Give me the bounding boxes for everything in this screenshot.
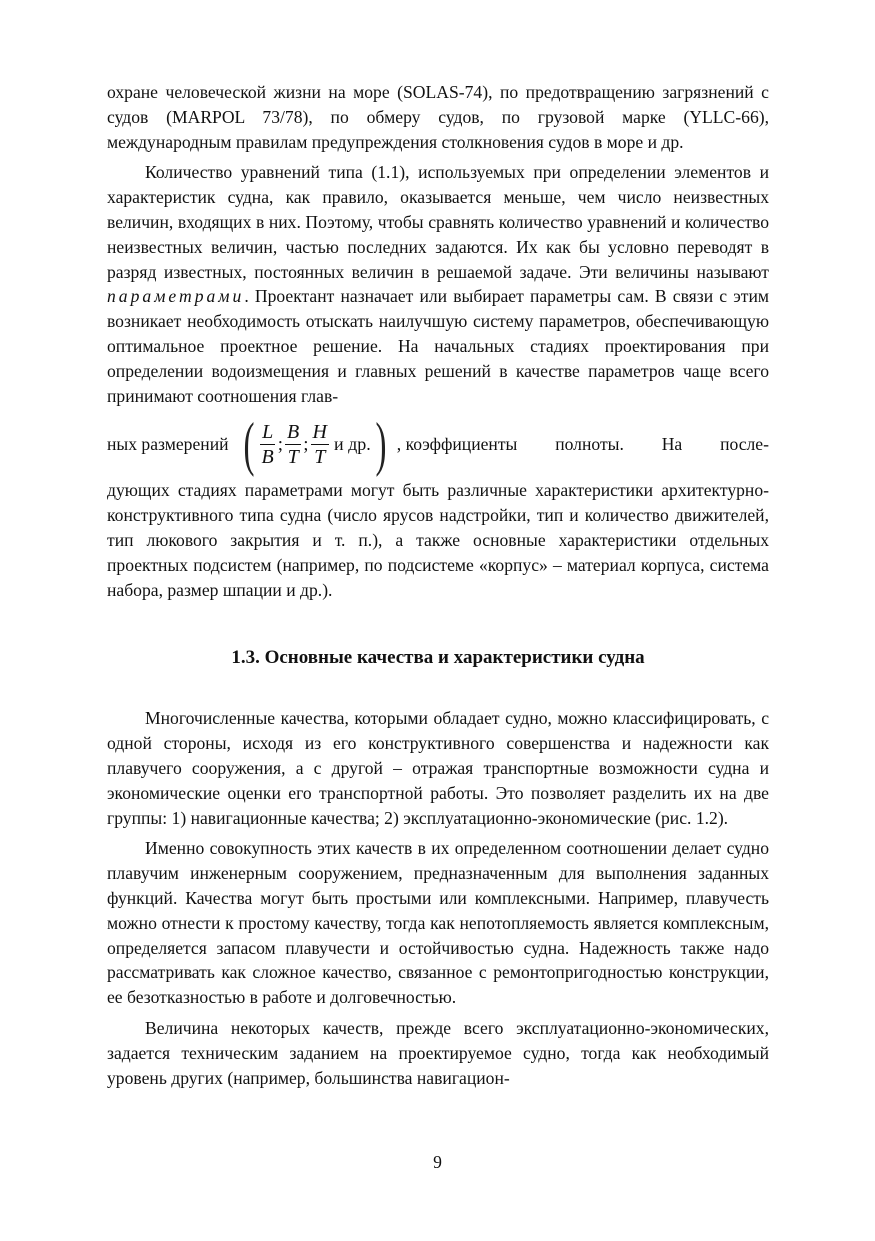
- separator: ;: [277, 433, 284, 455]
- open-paren: (: [243, 411, 255, 478]
- fraction-h-over-t: [311, 420, 329, 469]
- fraction-l-over-b: [260, 420, 276, 469]
- paragraph-4: Именно совокупность этих качеств в их определенном соотношении делает судно плавучим инженерным сооружением, предназначенным для выполнения заданных функций. Качества могут быть простыми или комплексными. Например, плавучесть можно отнести к простому качеству, тогда как непотопляемость является комплексным, определяется запасом плавучести и остойчивостью судна. Надежность также надо рассматривать как сложное качество, связанное с ремонтопригодностью конструкции, ее безотказностью в работе и долговечностью.: [107, 838, 769, 1008]
- paragraph-3: Многочисленные качества, которыми обладает судно, можно классифицировать, с одной стороны, исходя из его конструктивного совершенства и надежности как плавучего сооружения, а с другой – отражая транспортные возможности судна и экономические оценки его транспортной работы. Это позволяет разделить их на две группы: 1) навигационные качества; 2) эксплуатационно-экономические (рис. 1.2).: [107, 708, 769, 828]
- paragraph-5: Величина некоторых качеств, прежде всего эксплуатационно-экономических, задается техническим заданием на проектируемое судно, тогда как необходимый уровень других (например, большинства навигацион-: [107, 1017, 769, 1088]
- page-number: 9: [433, 1152, 442, 1172]
- fraction-denominator: B: [261, 445, 274, 468]
- paragraph-2-part-a: Количество уравнений типа (1.1), используемых при определении элементов и характеристик судна, как правило, оказывается меньше, чем число неизвестных величин, входящих в них. Поэтому, чтобы сравнять количество уравнений и количество неизвестных величин, частью последних задаются. Их как бы условно переводят в разряд известных, постоянных величин в решаемой задаче. Эти величины называют: [107, 162, 769, 282]
- formula-suffix-4: после-: [720, 433, 769, 454]
- separator: ;: [303, 433, 309, 455]
- formula-prefix-text: ных размерений: [107, 433, 229, 454]
- formula-suffix-3: На: [661, 433, 683, 454]
- ratio-formula: [239, 411, 391, 478]
- fraction-denominator: T: [314, 445, 326, 468]
- formula-etc: и др.: [333, 433, 371, 454]
- formula-line: [107, 410, 769, 478]
- formula-left: [107, 411, 393, 478]
- close-paren: ): [375, 411, 387, 478]
- paragraph-2-continuation: дующих стадиях параметрами могут быть различные характеристики архитектурно-конструктивного типа судна (число ярусов надстройки, тип и количество движителей, тип люкового закрытия и т. п.), а также основные характеристики отдельных проектных подсистем (например, по подсистеме «корпус» – материал корпуса, система набора, размер шпации и др.).: [107, 480, 769, 600]
- section-heading: 1.3. Основные качества и характеристики судна: [231, 647, 645, 669]
- paragraph-2: [107, 160, 769, 408]
- formula-right: [393, 432, 769, 457]
- paragraph-1: охране человеческой жизни на море (SOLAS-74), по предотвращению загрязнений с судов (MARPOL 73/78), по обмеру судов, по грузовой марке (YLLC-66), международным правилам предупреждения столкновения судов в море и др.: [107, 82, 769, 152]
- fraction-numerator: H: [312, 420, 327, 443]
- fraction-b-over-t: [285, 420, 301, 469]
- fraction-denominator: T: [287, 445, 299, 468]
- fraction-numerator: B: [287, 420, 300, 443]
- formula-suffix-1: , коэффициенты: [396, 433, 518, 454]
- formula-suffix-2: полноты.: [555, 433, 624, 454]
- emphasis-parameters: параметрами: [107, 286, 245, 307]
- fraction-numerator: L: [262, 420, 274, 443]
- paragraph-2-part-b: . Проектант назначает или выбирает параметры сам. В связи с этим возникает необходимость отыскать наилучшую систему параметров, обеспечивающую оптимальное проектное решение. На начальных стадиях проектирования при определении водоизмещения и главных решений в качестве параметров чаще всего принимают соотношения глав-: [107, 286, 769, 406]
- page-body: [107, 80, 769, 1090]
